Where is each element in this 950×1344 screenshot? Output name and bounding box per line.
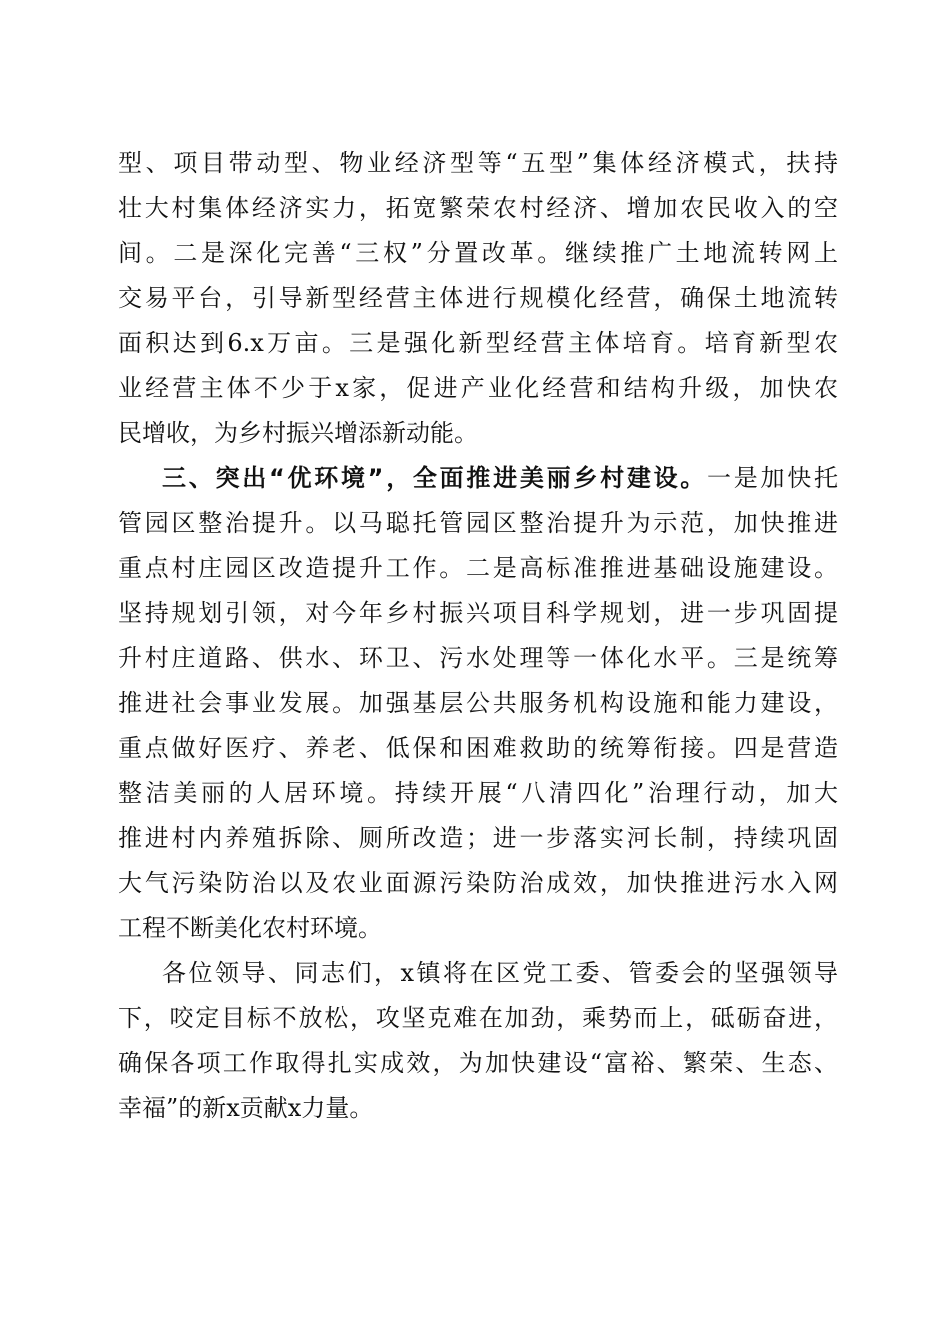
paragraph-line: 工程不断美化农村环境。 (118, 914, 382, 942)
paragraph-line: 坚持规划引领，对今年乡村振兴项目科学规划，进一步巩固提 (118, 599, 838, 627)
paragraph-line: 确保各项工作取得扎实成效，为加快建设“富裕、繁荣、生态、 (118, 1049, 838, 1077)
paragraph-line: 管园区整治提升。以马聪托管园区整治提升为示范，加快推进 (118, 509, 838, 537)
paragraph-line: 民增收，为乡村振兴增添新动能。 (118, 419, 478, 447)
paragraph-line: 型、项目带动型、物业经济型等“五型”集体经济模式，扶持 (118, 149, 838, 177)
section-heading-rest: 一是加快托 (707, 464, 838, 492)
paragraph-line: 推进村内养殖拆除、厕所改造；进一步落实河长制，持续巩固 (118, 824, 838, 852)
paragraph-line: 下，咬定目标不放松，攻坚克难在加劲，乘势而上，砥砺奋进， (118, 1004, 838, 1032)
section-heading-line (162, 463, 838, 493)
paragraph-line: 幸福”的新x贡献x力量。 (118, 1094, 374, 1122)
paragraph-line: 重点做好医疗、养老、低保和困难救助的统筹衔接。四是营造 (118, 734, 838, 762)
paragraph-line: 重点村庄园区改造提升工作。二是高标准推进基础设施建设。 (118, 554, 838, 582)
section-heading: 三、突出“优环境”，全面推进美丽乡村建设。 (162, 464, 708, 492)
paragraph-line: 面积达到6.x万亩。三是强化新型经营主体培育。培育新型农 (118, 329, 838, 357)
paragraph-line: 间。二是深化完善“三权”分置改革。继续推广土地流转网上 (118, 239, 838, 267)
paragraph-line: 业经营主体不少于x家，促进产业化经营和结构升级，加快农 (118, 374, 838, 402)
paragraph-line: 整洁美丽的人居环境。持续开展“八清四化”治理行动，加大 (118, 779, 838, 807)
paragraph-line: 升村庄道路、供水、环卫、污水处理等一体化水平。三是统筹 (118, 644, 838, 672)
paragraph-line: 推进社会事业发展。加强基层公共服务机构设施和能力建设， (118, 689, 838, 717)
paragraph-line: 壮大村集体经济实力，拓宽繁荣农村经济、增加农民收入的空 (118, 194, 838, 222)
paragraph-line: 大气污染防治以及农业面源污染防治成效，加快推进污水入网 (118, 869, 838, 897)
paragraph-line: 各位领导、同志们，x镇将在区党工委、管委会的坚强领导 (162, 959, 838, 987)
paragraph-line: 交易平台，引导新型经营主体进行规模化经营，确保土地流转 (118, 284, 838, 312)
